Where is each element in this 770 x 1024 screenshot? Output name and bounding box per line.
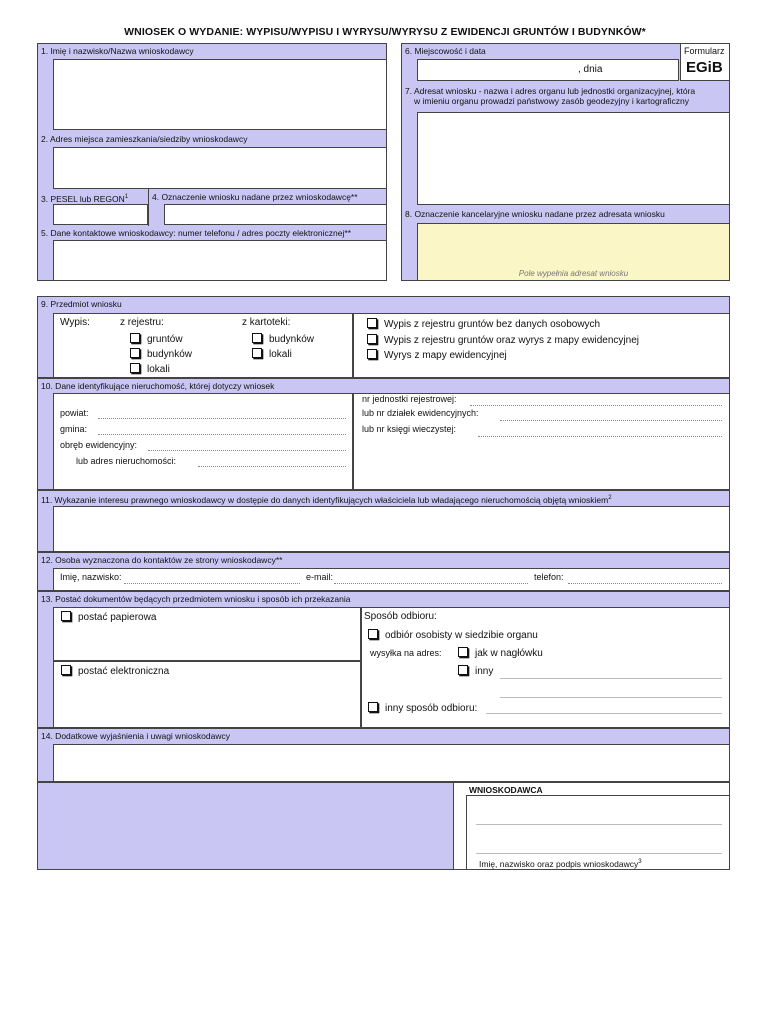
field-7-label: 7. Adresat wniosku - nazwa i adres organu lub jednostki organizacyjnej, która (405, 86, 696, 96)
checkbox-icon[interactable] (61, 665, 71, 675)
checkbox-icon[interactable] (367, 349, 377, 359)
register-land-option[interactable] (130, 333, 183, 345)
paper-form-label: postać papierowa (78, 612, 157, 623)
checkbox-icon[interactable] (458, 647, 468, 657)
signature-caption (476, 855, 645, 871)
other-address-label: inny (475, 666, 494, 677)
index-premises-option[interactable] (252, 348, 292, 360)
signature-caption-text: Imię, nazwisko oraz podpis wnioskodawcy (479, 858, 639, 869)
checkbox-icon[interactable] (368, 702, 378, 712)
commune-label: gmina: (60, 424, 88, 434)
commune-line[interactable] (98, 434, 346, 435)
register-unit-label: nr jednostki rejestrowej: (362, 394, 457, 404)
land-register-label: lub nr księgi wieczystej: (362, 424, 457, 434)
checkbox-icon[interactable] (368, 629, 378, 639)
mail-to-label: wysyłka na adres: (370, 648, 442, 658)
office-reference-hint: Pole wypełnia adresat wniosku (518, 269, 629, 278)
legal-interest-field[interactable] (53, 506, 730, 552)
date-suffix: , dnia (578, 64, 603, 75)
register-label: z rejestru: (120, 317, 164, 328)
electronic-form-option[interactable] (61, 665, 169, 677)
contact-name-label: Imię, nazwisko: (60, 572, 122, 582)
property-address-line[interactable] (198, 466, 346, 467)
footnote-1: 1 (124, 194, 129, 200)
contact-email-label: e-mail: (306, 572, 334, 582)
register-buildings-option[interactable] (130, 348, 192, 360)
field-4-label: 4. Oznaczenie wniosku nadane przez wnioskodawcę** (152, 192, 358, 202)
index-premises-label: lokali (269, 349, 292, 360)
property-address-label: lub adres nieruchomości: (76, 456, 177, 466)
other-address-line-1[interactable] (500, 678, 722, 679)
county-line[interactable] (98, 418, 346, 419)
checkbox-icon[interactable] (252, 348, 262, 358)
paper-form-option[interactable] (61, 611, 156, 623)
contact-data-field[interactable] (53, 240, 387, 281)
footnote-2: 2 (608, 495, 612, 501)
field-7-label-cont: w imieniu organu prowadzi państwowy zasób geodezyjny i kartograficzny (414, 96, 689, 106)
checkbox-icon[interactable] (367, 334, 377, 344)
extract-with-map-label: Wypis z rejestru gruntów oraz wyrys z mapy ewidencyjnej (384, 335, 639, 346)
checkbox-icon[interactable] (61, 611, 71, 621)
personal-pickup-option[interactable] (368, 629, 538, 641)
field-12-label: 12. Osoba wyznaczona do kontaktów ze strony wnioskodawcy** (41, 555, 283, 565)
register-premises-label: lokali (147, 364, 170, 375)
contact-name-line[interactable] (124, 583, 300, 584)
signature-line-1 (476, 824, 722, 825)
electronic-form-label: postać elektroniczna (78, 666, 170, 677)
delivery-method-label: Sposób odbioru: (364, 611, 437, 622)
other-method-line[interactable] (486, 713, 722, 714)
extract-no-personal-label: Wypis z rejestru gruntów bez danych osobowych (384, 319, 601, 330)
map-extract-option[interactable] (367, 349, 507, 361)
form-title: WNIOSEK O WYDANIE: WYPISU/WYPISU I WYRYSU/WYRYSU Z EWIDENCJI GRUNTÓW I BUDYNKÓW* (124, 26, 646, 38)
footnote-3: 3 (638, 859, 642, 865)
contact-phone-label: telefon: (534, 572, 564, 582)
contact-phone-line[interactable] (568, 583, 722, 584)
register-land-label: gruntów (147, 334, 183, 345)
subject-left-area (53, 313, 353, 378)
other-address-option[interactable] (458, 665, 493, 677)
applicant-address-field[interactable] (53, 147, 387, 189)
place-date-field[interactable] (417, 59, 679, 81)
checkbox-icon[interactable] (130, 333, 140, 343)
land-register-line[interactable] (478, 436, 722, 437)
header-address-option[interactable] (458, 647, 543, 659)
checkbox-icon[interactable] (130, 363, 140, 373)
recipient-field[interactable] (417, 112, 730, 205)
contact-person-field[interactable] (53, 568, 730, 591)
contact-email-line[interactable] (334, 583, 528, 584)
remarks-field[interactable] (53, 744, 730, 782)
pesel-regon-field[interactable] (53, 204, 148, 225)
county-label: powiat: (60, 408, 89, 418)
register-premises-option[interactable] (130, 363, 170, 375)
field-1-label: 1. Imię i nazwisko/Nazwa wnioskodawcy (41, 46, 194, 56)
applicant-reference-field[interactable] (164, 204, 387, 225)
extract-with-map-option[interactable] (367, 334, 639, 346)
extract-no-personal-option[interactable] (367, 318, 600, 330)
applicant-name-field[interactable] (53, 59, 387, 130)
checkbox-icon[interactable] (458, 665, 468, 675)
wypis-label: Wypis: (60, 317, 90, 328)
field-11-label (38, 491, 615, 507)
register-buildings-label: budynków (147, 349, 193, 360)
other-method-label: inny sposób odbioru: (385, 703, 478, 714)
personal-pickup-label: odbiór osobisty w siedzibie organu (385, 630, 538, 641)
field-3-text: 3. PESEL lub REGON (41, 193, 125, 204)
checkbox-icon[interactable] (252, 333, 262, 343)
field-14-label: 14. Dodatkowe wyjaśnienia i uwagi wnioskodawcy (41, 731, 230, 741)
other-address-line-2[interactable] (500, 697, 722, 698)
signature-line-2 (476, 853, 722, 854)
form-code: EGiB (686, 59, 723, 76)
applicant-heading: WNIOSKODAWCA (469, 785, 543, 795)
index-buildings-option[interactable] (252, 333, 314, 345)
register-unit-line[interactable] (470, 405, 722, 406)
field-10-label: 10. Dane identyfikujące nieruchomość, której dotyczy wniosek (41, 381, 275, 391)
field-6-label: 6. Miejscowość i data (405, 46, 486, 56)
parcels-line[interactable] (500, 420, 722, 421)
parcels-label: lub nr działek ewidencyjnych: (362, 408, 479, 418)
form-code-label: Formularz (684, 46, 725, 56)
field-9-label: 9. Przedmiot wniosku (41, 299, 122, 309)
checkbox-icon[interactable] (130, 348, 140, 358)
map-extract-label: Wyrys z mapy ewidencyjnej (384, 350, 507, 361)
field-13-label: 13. Postać dokumentów będących przedmiotem wniosku i sposób ich przekazania (41, 594, 351, 604)
precinct-label: obręb ewidencyjny: (60, 440, 138, 450)
other-method-option[interactable] (368, 702, 477, 714)
precinct-line[interactable] (148, 450, 346, 451)
field-5-label: 5. Dane kontaktowe wnioskodawcy: numer telefonu / adres poczty elektronicznej** (41, 228, 351, 238)
index-buildings-label: budynków (269, 334, 315, 345)
field-11-text: 11. Wykazanie interesu prawnego wnioskodawcy w dostępie do danych identyfikujących właściciela lub władającego nieruchomością objętą wnioskiem (41, 494, 609, 505)
header-address-label: jak w nagłówku (475, 648, 543, 659)
checkbox-icon[interactable] (367, 318, 377, 328)
field-2-label: 2. Adres miejsca zamieszkania/siedziby wnioskodawcy (41, 134, 248, 144)
field-8-label: 8. Oznaczenie kancelaryjne wniosku nadane przez adresata wniosku (405, 209, 665, 219)
card-index-label: z kartoteki: (242, 317, 291, 328)
